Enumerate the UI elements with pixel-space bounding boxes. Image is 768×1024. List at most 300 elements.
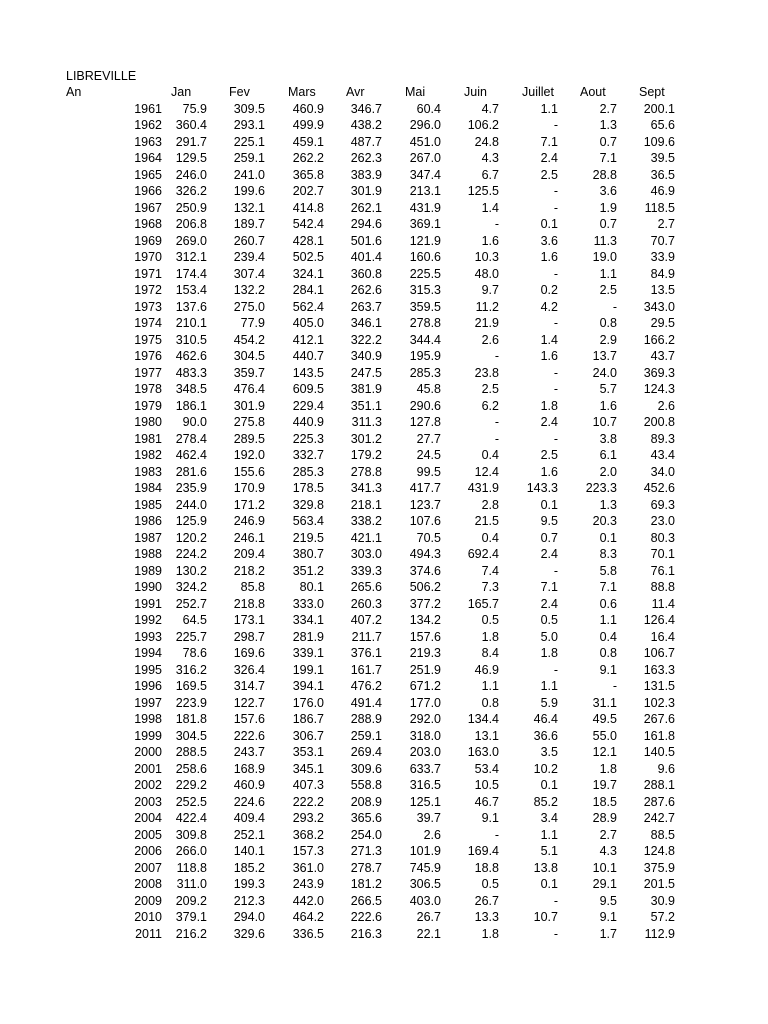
juin-cell: 0.5 <box>481 877 499 891</box>
juillet-cell: - <box>553 893 558 908</box>
fev-cell: 224.6 <box>233 794 265 809</box>
aout-cell: 2.7 <box>599 101 617 116</box>
sept-cell: 124.8 <box>643 844 675 858</box>
avr-cell: 271.3 <box>350 844 382 858</box>
aout-cell: - <box>612 679 617 693</box>
table-row <box>0 728 768 745</box>
juin-cell: 1.8 <box>481 629 499 644</box>
juin-cell: - <box>494 827 499 842</box>
juin-cell: 7.3 <box>481 580 499 594</box>
jan-cell: 304.5 <box>175 728 207 743</box>
jan-cell: 462.4 <box>175 448 207 462</box>
avr-cell: 338.2 <box>350 514 382 528</box>
avr-cell: 260.3 <box>350 596 382 611</box>
fev-cell: 326.4 <box>233 662 265 677</box>
juin-cell: - <box>494 217 499 231</box>
juillet-cell: 5.0 <box>540 629 558 644</box>
year-cell: 1967 <box>134 200 162 215</box>
mai-cell: 315.3 <box>409 283 441 297</box>
avr-cell: 301.9 <box>350 184 382 198</box>
fev-cell: 189.7 <box>233 217 265 231</box>
jan-cell: 250.9 <box>175 200 207 215</box>
jan-cell: 266.0 <box>175 844 207 858</box>
fev-cell: 77.9 <box>240 316 265 330</box>
fev-cell: 199.6 <box>233 184 265 198</box>
sept-cell: 11.4 <box>651 596 675 611</box>
aout-cell: 28.9 <box>592 811 617 825</box>
mai-cell: 451.0 <box>409 134 441 149</box>
jan-cell: 153.4 <box>175 283 207 297</box>
year-cell: 1964 <box>134 151 162 165</box>
year-cell: 1963 <box>134 134 162 149</box>
table-row <box>0 645 768 662</box>
mai-cell: 225.5 <box>409 266 441 281</box>
year-cell: 1997 <box>134 695 162 710</box>
mars-cell: 609.5 <box>292 382 324 396</box>
aout-cell: 1.9 <box>599 200 617 215</box>
mars-cell: 285.3 <box>292 464 324 479</box>
year-cell: 1965 <box>134 167 162 182</box>
jan-cell: 90.0 <box>182 415 207 429</box>
mars-cell: 243.9 <box>292 877 324 891</box>
mars-cell: 225.3 <box>292 431 324 446</box>
aout-cell: 28.8 <box>592 167 617 182</box>
avr-cell: 262.1 <box>350 200 382 215</box>
avr-cell: 303.0 <box>350 547 382 561</box>
aout-cell: 0.6 <box>599 596 617 611</box>
jan-cell: 129.5 <box>175 151 207 165</box>
juillet-cell: 10.7 <box>533 910 558 924</box>
avr-cell: 266.5 <box>350 893 382 908</box>
mars-cell: 460.9 <box>292 101 324 116</box>
jan-cell: 224.2 <box>175 547 207 561</box>
juillet-cell: 36.6 <box>533 728 558 743</box>
document-title: LIBREVILLE <box>66 69 137 83</box>
mai-cell: 219.3 <box>409 646 441 660</box>
table-row <box>0 200 768 217</box>
table-row <box>0 563 768 580</box>
avr-cell: 346.1 <box>350 316 382 330</box>
mars-cell: 281.9 <box>292 629 324 644</box>
mai-cell: 285.3 <box>409 365 441 380</box>
avr-cell: 438.2 <box>350 118 382 132</box>
fev-cell: 225.1 <box>233 134 265 149</box>
juin-cell: 169.4 <box>467 844 499 858</box>
table-row <box>0 629 768 646</box>
mai-cell: 121.9 <box>409 233 441 248</box>
mai-cell: 267.0 <box>409 151 441 165</box>
mars-cell: 562.4 <box>292 299 324 314</box>
sept-cell: 166.2 <box>643 332 675 347</box>
avr-cell: 341.3 <box>350 481 382 495</box>
year-cell: 1995 <box>134 662 162 677</box>
year-cell: 1966 <box>134 184 162 198</box>
mars-cell: 339.1 <box>292 646 324 660</box>
mars-cell: 336.5 <box>292 926 324 941</box>
mai-cell: 26.7 <box>416 910 441 924</box>
aout-cell: 1.8 <box>599 761 617 776</box>
fev-cell: 239.4 <box>233 250 265 264</box>
sept-cell: 109.6 <box>643 134 675 149</box>
column-header-jan: Jan <box>171 85 192 99</box>
table-row <box>0 596 768 613</box>
table-row <box>0 381 768 398</box>
table-row <box>0 183 768 200</box>
jan-cell: 269.0 <box>175 233 207 248</box>
mars-cell: 178.5 <box>292 481 324 495</box>
aout-cell: 2.7 <box>599 827 617 842</box>
mai-cell: 45.8 <box>416 382 441 396</box>
table-row <box>0 893 768 910</box>
juillet-cell: - <box>553 431 558 446</box>
mai-cell: 671.2 <box>409 679 441 693</box>
sept-cell: 43.4 <box>650 448 675 462</box>
mars-cell: 199.1 <box>292 662 324 677</box>
fev-cell: 289.5 <box>233 431 265 446</box>
mai-cell: 203.0 <box>409 745 441 759</box>
mars-cell: 329.8 <box>292 497 324 512</box>
year-cell: 1972 <box>134 283 162 297</box>
juillet-cell: - <box>553 365 558 380</box>
juin-cell: 13.1 <box>474 728 499 743</box>
fev-cell: 169.6 <box>233 646 265 660</box>
aout-cell: 20.3 <box>592 514 617 528</box>
fev-cell: 409.4 <box>233 811 265 825</box>
year-cell: 2004 <box>134 811 162 825</box>
mars-cell: 502.5 <box>292 250 324 264</box>
table-header-row <box>0 84 768 101</box>
table-row <box>0 579 768 596</box>
mars-cell: 394.1 <box>292 679 324 693</box>
sept-cell: 287.6 <box>643 794 675 809</box>
juin-cell: 26.7 <box>474 893 499 908</box>
year-cell: 2003 <box>134 794 162 809</box>
juillet-cell: 1.6 <box>540 464 558 479</box>
juin-cell: 0.4 <box>481 448 499 462</box>
mars-cell: 428.1 <box>292 233 324 248</box>
jan-cell: 288.5 <box>175 745 207 759</box>
sept-cell: 375.9 <box>643 860 675 875</box>
juin-cell: 134.4 <box>467 712 499 726</box>
sept-cell: 29.5 <box>650 316 675 330</box>
juillet-cell: 85.2 <box>533 794 558 809</box>
sept-cell: 369.3 <box>643 365 675 380</box>
sept-cell: 288.1 <box>643 778 675 792</box>
aout-cell: 19.7 <box>592 778 617 792</box>
mai-cell: 359.5 <box>409 299 441 314</box>
mars-cell: 143.5 <box>292 365 324 380</box>
aout-cell: 49.5 <box>592 712 617 726</box>
table-row <box>0 167 768 184</box>
sept-cell: 89.3 <box>650 431 675 446</box>
mars-cell: 542.4 <box>292 217 324 231</box>
aout-cell: 18.5 <box>592 794 617 809</box>
mai-cell: 195.9 <box>409 349 441 363</box>
sept-cell: 39.5 <box>650 151 675 165</box>
jan-cell: 246.0 <box>175 167 207 182</box>
fev-cell: 460.9 <box>233 778 265 792</box>
column-header-mai: Mai <box>405 85 426 99</box>
fev-cell: 168.9 <box>233 761 265 776</box>
jan-cell: 120.2 <box>175 530 207 545</box>
jan-cell: 360.4 <box>175 118 207 132</box>
aout-cell: 8.3 <box>599 547 617 561</box>
table-row <box>0 810 768 827</box>
mai-cell: 374.6 <box>409 563 441 578</box>
column-header-sept: Sept <box>639 85 665 99</box>
sept-cell: 2.6 <box>657 398 675 413</box>
juin-cell: 165.7 <box>467 596 499 611</box>
avr-cell: 558.8 <box>350 778 382 792</box>
fev-cell: 246.1 <box>233 530 265 545</box>
fev-cell: 329.6 <box>233 926 265 941</box>
jan-cell: 174.4 <box>175 266 207 281</box>
juillet-cell: 1.6 <box>540 250 558 264</box>
mars-cell: 324.1 <box>292 266 324 281</box>
avr-cell: 360.8 <box>350 266 382 281</box>
aout-cell: 29.1 <box>592 877 617 891</box>
table-row <box>0 464 768 481</box>
fev-cell: 275.8 <box>233 415 265 429</box>
juin-cell: 1.1 <box>481 679 499 693</box>
aout-cell: 9.1 <box>599 662 617 677</box>
year-cell: 1978 <box>134 382 162 396</box>
jan-cell: 310.5 <box>175 332 207 347</box>
jan-cell: 311.0 <box>176 877 207 891</box>
table-row <box>0 513 768 530</box>
fev-cell: 85.8 <box>240 580 265 594</box>
year-cell: 1969 <box>134 233 162 248</box>
mai-cell: 251.9 <box>409 662 441 677</box>
sept-cell: 33.9 <box>650 250 675 264</box>
table-row <box>0 480 768 497</box>
mai-cell: 290.6 <box>409 398 441 413</box>
sept-cell: 69.3 <box>650 497 675 512</box>
juin-cell: 23.8 <box>474 365 499 380</box>
juin-cell: 4.7 <box>481 101 499 116</box>
table-row <box>0 546 768 563</box>
table-row <box>0 926 768 943</box>
mars-cell: 380.7 <box>292 547 324 561</box>
table-row <box>0 216 768 233</box>
juillet-cell: 2.4 <box>540 415 558 429</box>
fev-cell: 298.7 <box>233 629 265 644</box>
mars-cell: 229.4 <box>292 398 324 413</box>
jan-cell: 258.6 <box>175 761 207 776</box>
mai-cell: 70.5 <box>416 530 441 545</box>
jan-cell: 216.2 <box>175 926 207 941</box>
mai-cell: 101.9 <box>409 844 441 858</box>
juin-cell: 0.8 <box>481 695 499 710</box>
mars-cell: 442.0 <box>292 893 324 908</box>
sept-cell: 140.5 <box>643 745 675 759</box>
aout-cell: 2.5 <box>599 283 617 297</box>
year-cell: 1998 <box>134 712 162 726</box>
mars-cell: 186.7 <box>292 712 324 726</box>
sept-cell: 112.9 <box>644 926 675 941</box>
fev-cell: 171.2 <box>233 497 265 512</box>
sept-cell: 23.0 <box>650 514 675 528</box>
year-cell: 1985 <box>134 497 162 512</box>
juillet-cell: 1.1 <box>540 827 558 842</box>
fev-cell: 170.9 <box>233 481 265 495</box>
juillet-cell: 2.5 <box>540 167 558 182</box>
sept-cell: 88.8 <box>650 580 675 594</box>
juin-cell: 10.5 <box>474 778 499 792</box>
avr-cell: 381.9 <box>350 382 382 396</box>
sept-cell: 131.5 <box>643 679 675 693</box>
fev-cell: 140.1 <box>233 844 265 858</box>
fev-cell: 275.0 <box>233 299 265 314</box>
table-row <box>0 431 768 448</box>
fev-cell: 259.1 <box>233 151 265 165</box>
mars-cell: 333.0 <box>292 596 324 611</box>
juin-cell: 431.9 <box>467 481 499 495</box>
year-cell: 2008 <box>134 877 162 891</box>
avr-cell: 476.2 <box>350 679 382 693</box>
table-row <box>0 794 768 811</box>
juillet-cell: 0.5 <box>540 613 558 627</box>
avr-cell: 322.2 <box>350 332 382 347</box>
fev-cell: 246.9 <box>233 514 265 528</box>
avr-cell: 365.6 <box>350 811 382 825</box>
sept-cell: 163.3 <box>643 662 675 677</box>
mai-cell: 347.4 <box>409 167 441 182</box>
avr-cell: 501.6 <box>350 233 382 248</box>
juillet-cell: 5.9 <box>540 695 558 710</box>
sept-cell: 267.6 <box>643 712 675 726</box>
table-row <box>0 348 768 365</box>
jan-cell: 229.2 <box>175 778 207 792</box>
sept-cell: 65.6 <box>650 118 675 132</box>
sept-cell: 161.8 <box>643 728 675 743</box>
sept-cell: 200.8 <box>643 415 675 429</box>
juin-cell: 46.7 <box>474 794 499 809</box>
table-row <box>0 497 768 514</box>
column-header-aout: Aout <box>580 85 606 99</box>
fev-cell: 243.7 <box>233 745 265 759</box>
aout-cell: 0.1 <box>599 530 617 545</box>
aout-cell: 11.3 <box>593 233 617 248</box>
aout-cell: 1.6 <box>599 398 617 413</box>
juin-cell: 6.2 <box>481 398 499 413</box>
avr-cell: 259.1 <box>350 728 382 743</box>
sept-cell: 16.4 <box>650 629 675 644</box>
mai-cell: 134.2 <box>409 613 441 627</box>
juillet-cell: 2.5 <box>540 448 558 462</box>
mars-cell: 464.2 <box>292 910 324 924</box>
mai-cell: 39.7 <box>416 811 441 825</box>
jan-cell: 244.0 <box>175 497 207 512</box>
year-cell: 1999 <box>134 728 162 743</box>
sept-cell: 80.3 <box>650 530 675 545</box>
table-row <box>0 827 768 844</box>
fev-cell: 359.7 <box>233 365 265 380</box>
fev-cell: 132.1 <box>233 200 265 215</box>
juillet-cell: 1.1 <box>540 679 558 693</box>
juin-cell: 46.9 <box>474 662 499 677</box>
aout-cell: 31.1 <box>592 695 617 710</box>
aout-cell: 7.1 <box>599 151 617 165</box>
year-cell: 1986 <box>134 514 162 528</box>
juillet-cell: 46.4 <box>533 712 558 726</box>
table-row <box>0 266 768 283</box>
year-cell: 1973 <box>134 299 162 314</box>
year-cell: 1990 <box>134 580 162 594</box>
juillet-cell: - <box>553 563 558 578</box>
juin-cell: 13.3 <box>474 910 499 924</box>
mars-cell: 405.0 <box>292 316 324 330</box>
juin-cell: 11.2 <box>475 299 499 314</box>
jan-cell: 64.5 <box>182 613 207 627</box>
avr-cell: 161.7 <box>350 662 382 677</box>
fev-cell: 185.2 <box>233 860 265 875</box>
aout-cell: 19.0 <box>592 250 617 264</box>
juin-cell: 7.4 <box>481 563 499 578</box>
aout-cell: 9.5 <box>599 893 617 908</box>
year-cell: 2000 <box>134 745 162 759</box>
juillet-cell: 1.8 <box>540 646 558 660</box>
table-row <box>0 365 768 382</box>
mars-cell: 414.8 <box>292 200 324 215</box>
jan-cell: 379.1 <box>175 910 207 924</box>
mai-cell: 107.6 <box>409 514 441 528</box>
juin-cell: - <box>494 349 499 363</box>
table-row <box>0 612 768 629</box>
jan-cell: 125.9 <box>175 514 207 528</box>
mars-cell: 440.7 <box>292 349 324 363</box>
aout-cell: - <box>612 299 617 314</box>
sept-cell: 343.0 <box>643 299 675 314</box>
mai-cell: 99.5 <box>416 464 441 479</box>
mai-cell: 403.0 <box>409 893 441 908</box>
aout-cell: 7.1 <box>599 580 617 594</box>
mai-cell: 22.1 <box>416 926 441 941</box>
jan-cell: 225.7 <box>175 629 207 644</box>
jan-cell: 75.9 <box>182 101 207 116</box>
table-body <box>0 101 768 943</box>
year-cell: 1976 <box>134 349 162 363</box>
juin-cell: 24.8 <box>474 134 499 149</box>
fev-cell: 218.8 <box>233 596 265 611</box>
jan-cell: 291.7 <box>175 134 207 149</box>
aout-cell: 55.0 <box>592 728 617 743</box>
table-row <box>0 299 768 316</box>
fev-cell: 454.2 <box>233 332 265 347</box>
avr-cell: 208.9 <box>350 794 382 809</box>
juillet-cell: 3.6 <box>540 233 558 248</box>
table-row <box>0 398 768 415</box>
mai-cell: 316.5 <box>409 778 441 792</box>
aout-cell: 1.3 <box>599 118 617 132</box>
jan-cell: 252.5 <box>175 794 207 809</box>
aout-cell: 0.7 <box>599 134 617 149</box>
avr-cell: 263.7 <box>350 299 382 314</box>
mars-cell: 202.7 <box>292 184 324 198</box>
juillet-cell: 2.4 <box>540 547 558 561</box>
juin-cell: 8.4 <box>481 646 499 660</box>
avr-cell: 181.2 <box>350 877 382 891</box>
jan-cell: 483.3 <box>175 365 207 380</box>
jan-cell: 462.6 <box>175 349 207 363</box>
juillet-cell: 0.1 <box>540 877 558 891</box>
jan-cell: 422.4 <box>175 811 207 825</box>
mars-cell: 440.9 <box>292 415 324 429</box>
juin-cell: 48.0 <box>474 266 499 281</box>
mai-cell: 417.7 <box>409 481 441 495</box>
jan-cell: 78.6 <box>182 646 207 660</box>
avr-cell: 265.6 <box>350 580 382 594</box>
